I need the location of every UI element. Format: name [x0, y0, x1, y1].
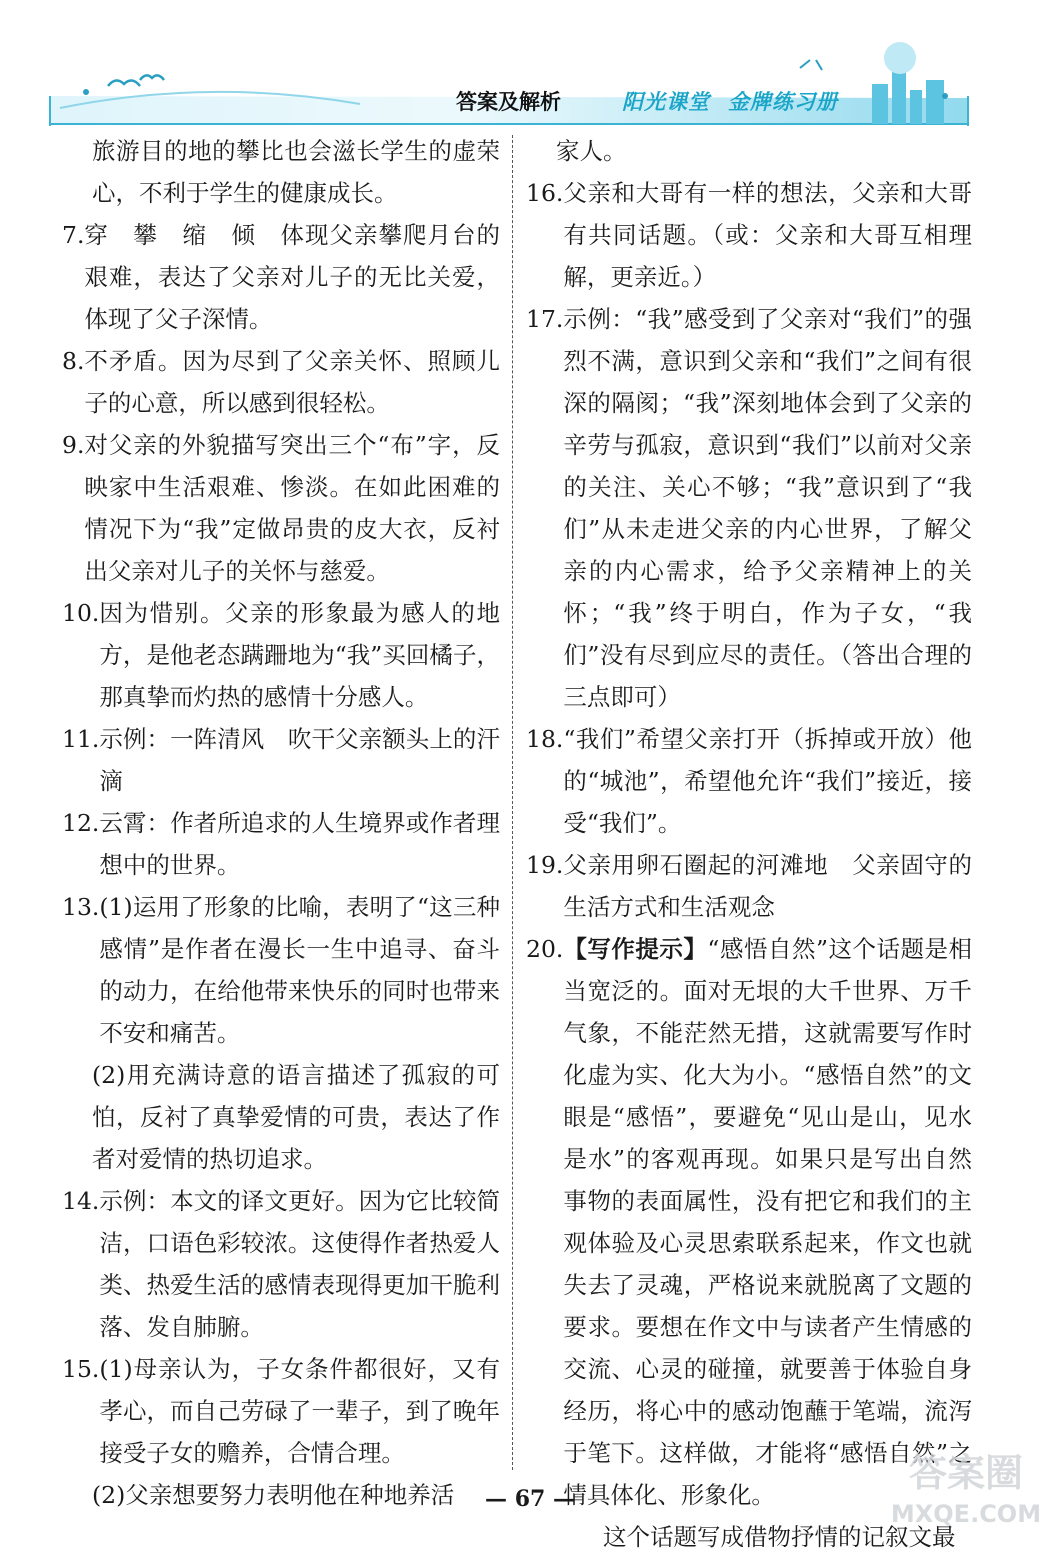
right-column — [526, 130, 972, 1558]
watermark-text: 答案圈 — [908, 1451, 1024, 1495]
answer-text: 云霄：作者所追求的人生境界或作者理想中的世界。 — [99, 809, 500, 879]
answer-14 — [62, 1180, 500, 1348]
answer-10 — [62, 592, 500, 718]
header-title: 答案及解析 — [456, 90, 561, 114]
answer-text: “我们”希望父亲打开（拆掉或开放）他的“城池”，希望他允许“我们”接近，接受“我们”。 — [563, 725, 972, 837]
answer-15-part-2: (2)父亲想要努力表明他在种地养活 — [92, 1481, 455, 1509]
answer-15 — [62, 1348, 500, 1474]
left-column — [62, 130, 500, 1516]
answer-text: 不矛盾。因为尽到了父亲关怀、照顾儿子的心意，所以感到很轻松。 — [84, 347, 500, 417]
answer-number: 7. — [62, 221, 85, 249]
answer-text: 因为惜别。父亲的形象最为感人的地方，是他老态蹒跚地为“我”买回橘子，那真挚而灼热的感情十分感人。 — [99, 599, 500, 711]
answer-20 — [526, 928, 972, 1516]
answer-number: 13. — [62, 893, 100, 921]
answer-text: 示例：一阵清风 吹干父亲额头上的汗滴 — [99, 725, 500, 795]
answer-text: 父亲和大哥有一样的想法，父亲和大哥有共同话题。（或：父亲和大哥互相理解，更亲近。） — [563, 179, 972, 291]
answer-text: (1)运用了形象的比喻，表明了“这三种感情”是作者在漫长一生中追寻、奋斗的动力，在给他带来快乐的同时也带来不安和痛苦。 — [99, 893, 500, 1047]
answer-text: 示例：“我”感受到了父亲对“我们”的强烈不满，意识到父亲和“我们”之间有很深的隔阂；“我”深刻地体会到了父亲的辛劳与孤寂，意识到“我们”以前对父亲的关注、关心不够；“我”意识到了“我们”从未走进父亲的内心世界，了解父亲的内心需求，给予父亲精神上的关怀；“我”终于明白，作为子女，“我们”没有尽到应尽的责任。（答出合理的三点即可） — [563, 305, 972, 711]
answer-number: 18. — [526, 725, 564, 753]
answer-text: 对父亲的外貌描写突出三个“布”字，反映家中生活艰难、惨淡。在如此困难的情况下为“我”定做昂贵的皮大衣，反衬出父亲对儿子的关怀与慈爱。 — [84, 431, 500, 585]
answer-16 — [526, 172, 972, 298]
answer-text: 穿 攀 缩 倾 体现父亲攀爬月台的艰难，表达了父亲对儿子的无比关爱，体现了父子深情。 — [84, 221, 500, 333]
answer-number: 16. — [526, 179, 564, 207]
column-divider — [512, 135, 513, 1470]
answer-number: 8. — [62, 347, 85, 375]
continued-answer-15: 家人。 — [556, 137, 627, 165]
header-brand — [622, 86, 856, 116]
answer-7 — [62, 214, 500, 340]
answer-number: 12. — [62, 809, 100, 837]
answer-text: 父亲用卵石圈起的河滩地 父亲固守的生活方式和生活观念 — [563, 851, 972, 921]
answer-number: 11. — [62, 725, 100, 753]
continued-answer-6: 旅游目的地的攀比也会滋长学生的虚荣心，不利于学生的健康成长。 — [92, 137, 500, 207]
answer-13-part-2: (2)用充满诗意的语言描述了孤寂的可怕，反衬了真挚爱情的可贵，表达了作者对爱情的热切追求。 — [92, 1061, 500, 1173]
answer-19 — [526, 844, 972, 928]
answer-13 — [62, 886, 500, 1054]
answer-number: 14. — [62, 1187, 100, 1215]
page-header — [0, 0, 1060, 135]
answer-17 — [526, 298, 972, 718]
watermark-url: MXQE.COM — [890, 1500, 1042, 1528]
brand-book: 金牌练习册 — [728, 90, 838, 114]
answer-9 — [62, 424, 500, 592]
answer-11 — [62, 718, 500, 802]
watermark-logo — [880, 1440, 1052, 1532]
answer-8 — [62, 340, 500, 424]
answer-text: 示例：本文的译文更好。因为它比较简洁，口语色彩较浓。这使得作者热爱人类、热爱生活的感情表现得更加干脆利落、发自肺腑。 — [99, 1187, 500, 1341]
answer-18 — [526, 718, 972, 844]
page-number: — 67 — — [485, 1486, 575, 1512]
answer-text — [563, 928, 972, 1516]
brand-series: 阳光课堂 — [622, 90, 710, 114]
answer-number: 9. — [62, 431, 85, 459]
answer-number: 15. — [62, 1355, 100, 1383]
seagull-icon — [108, 75, 164, 86]
answer-20-paragraph-2: 这个话题写成借物抒情的记叙文最 — [603, 1523, 956, 1551]
writing-tip-text: “感悟自然”这个话题是相当宽泛的。面对无垠的大千世界、万千气象，不能茫然无措，这就需要写作时化虚为实、化大为小。“感悟自然”的文眼是“感悟”，要避免“见山是山，见水是水”的客观再现。如果只是写出自然事物的表面属性，没有把它和我们的主观体验及心灵思索联系起来，作文也就失去了灵魂，严格说来就脱离了文题的要求。要想在作文中与读者产生情感的交流、心灵的碰撞，就要善于体验自身经历，将心中的感动饱蘸于笔端，流泻于笔下。这样做，才能将“感悟自然”之情具体化、形象化。 — [563, 935, 973, 1509]
writing-tip-tag: 【写作提示】 — [563, 935, 708, 963]
answer-number: 20. — [526, 935, 564, 963]
answer-number: 19. — [526, 851, 564, 879]
answer-12 — [62, 802, 500, 886]
answer-number: 17. — [526, 305, 564, 333]
answer-text: (1)母亲认为，子女条件都很好，又有孝心，而自己劳碌了一辈子，到了晚年接受子女的赡养，合情合理。 — [99, 1355, 500, 1467]
answer-number: 10. — [62, 599, 100, 627]
